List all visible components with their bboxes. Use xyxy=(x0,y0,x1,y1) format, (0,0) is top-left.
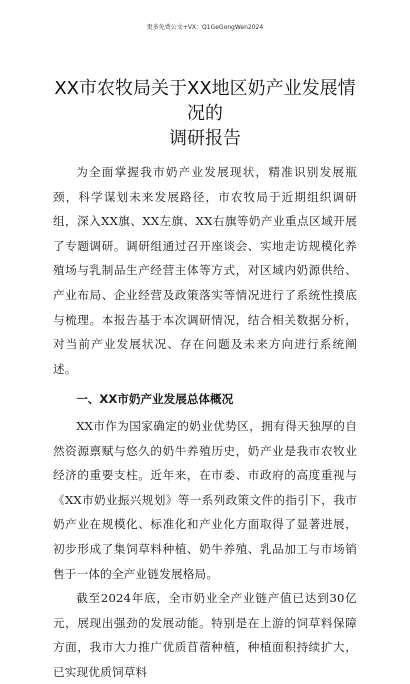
section-1-paragraph-2: 截至2024年底，全市奶业全产业链产值已达到30亿元，展现出强劲的发展动能。特别是在上游的饲草料保障方面，我市大力推广优质苜蓿种植，种植面积持续扩大，已实现优质饲草料 xyxy=(53,591,357,679)
title-line-1: XX市农牧局关于XX地区奶产业发展情况的 xyxy=(54,78,356,124)
intro-paragraph: 为全面掌握我市奶产业发展现状，精准识别发展瓶颈，科学谋划未来发展路径，市农牧局于近期组织调研组，深入XX旗、XX左旗、XX右旗等奶产业重点区域开展了专题调研。调研组通过召开座谈会、实地走访规模化养殖场与乳制品生产经营主体等方式，对区域内奶源供给、产业布局、企业经营及政策落实等情况进行了系统性摸底与梳理。本报告基于本次调研情况，结合相关数据分析，对当前产业发展状况、存在问题及未来方向进行系统阐述。 xyxy=(53,165,357,376)
watermark: 更多免费公文+VX：Q1GeGongWen2024 xyxy=(146,24,264,31)
title-line-2: 调研报告 xyxy=(169,128,241,149)
section-1-paragraph-1: XX市作为国家确定的奶业优势区，拥有得天独厚的自然资源禀赋与悠久的奶牛养殖历史，奶产业是我市农牧业经济的重要支柱。近年来，在市委、市政府的高度重视与《XX市奶业振兴规划》等一系列政策文件的指引下，我市奶产业在规模化、标准化和产业化方面取得了显著进展，初步形成了集饲草料种植、奶牛养殖、乳品加工与市场销售于一体的全产业链发展格局。 xyxy=(53,418,357,581)
section-1-heading: 一、XX市奶产业发展总体概况 xyxy=(76,392,234,407)
